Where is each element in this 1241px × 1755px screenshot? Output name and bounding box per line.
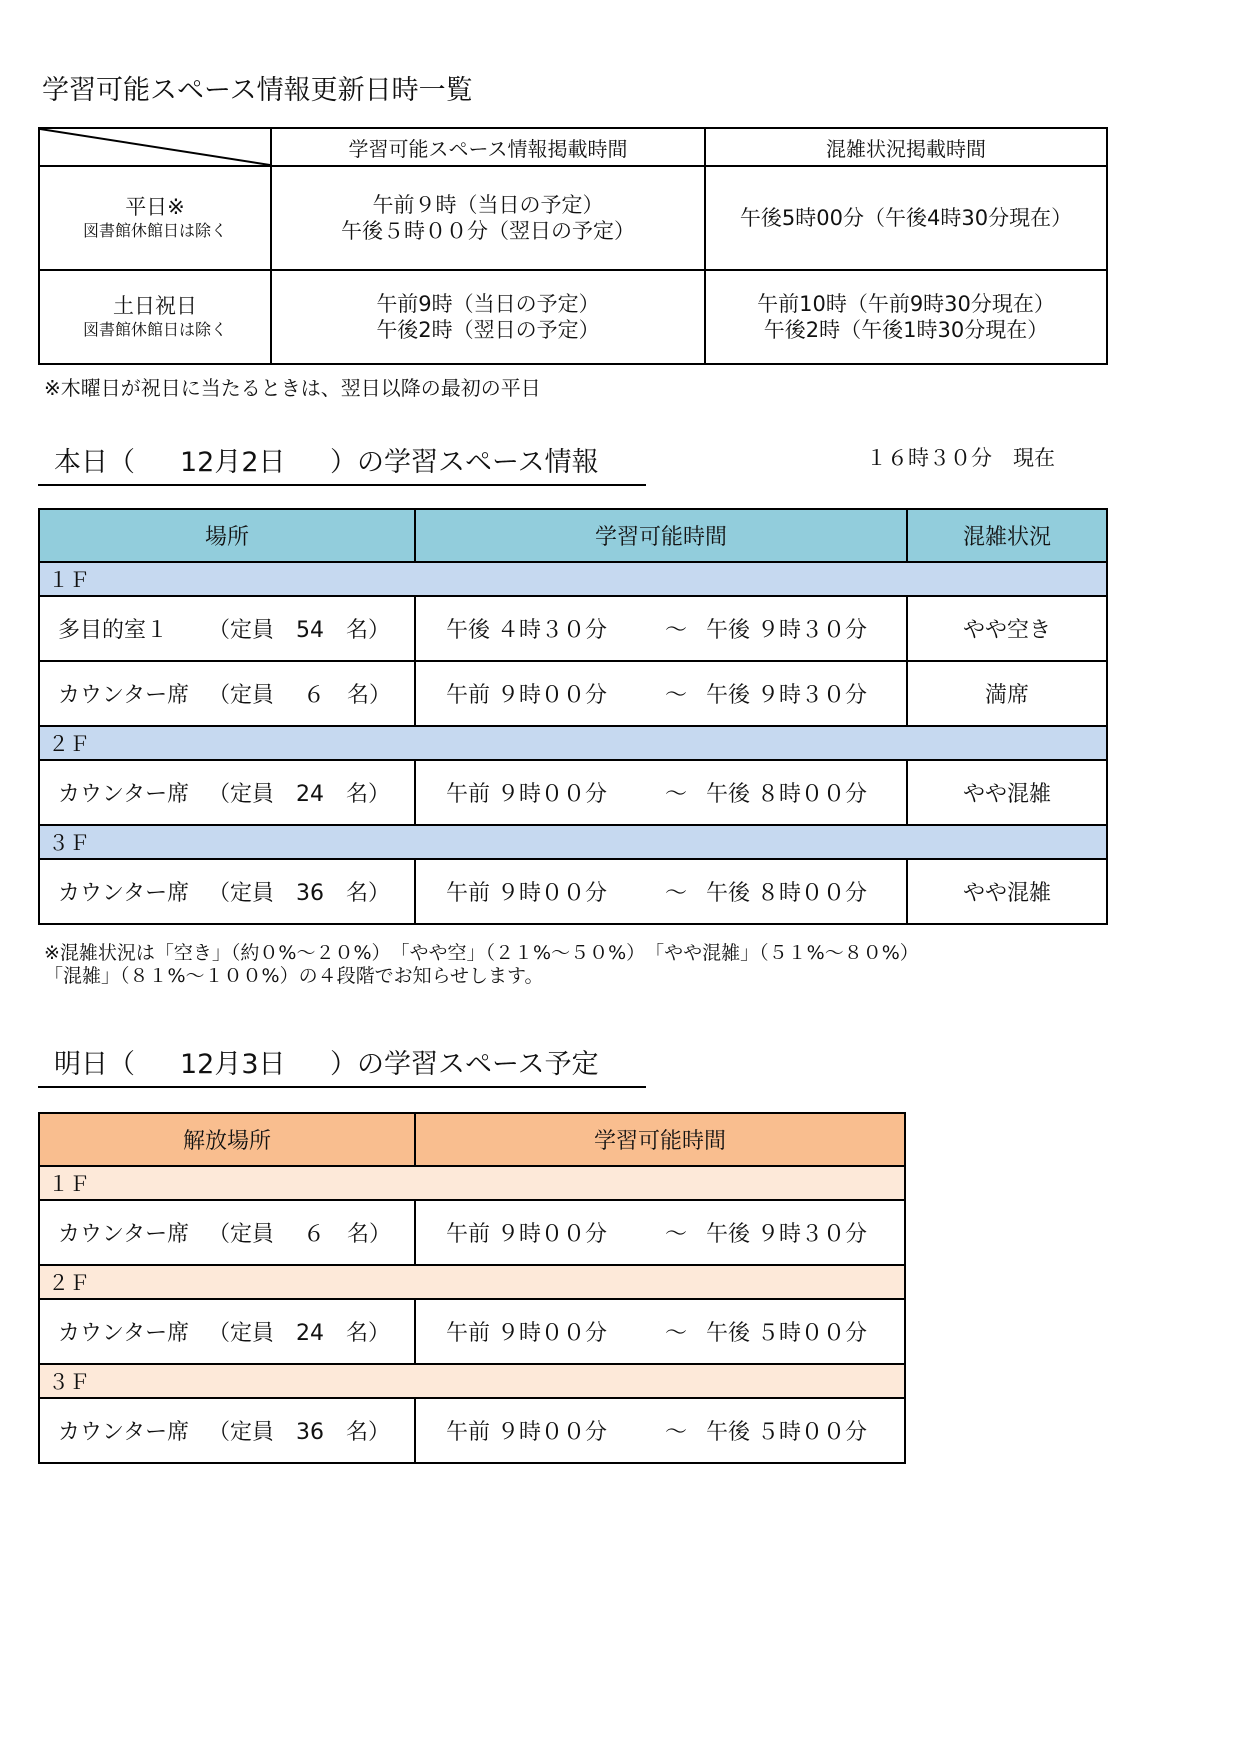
schedule-row-holiday bbox=[39, 270, 1107, 364]
congestion-note bbox=[44, 942, 919, 988]
status-cell: やや空き bbox=[907, 596, 1107, 661]
end-time: 午後 ８時００分 bbox=[706, 881, 867, 906]
header-congestion: 混雑状況 bbox=[907, 509, 1107, 562]
time-cell bbox=[415, 1299, 905, 1364]
place-name: カウンター席 bbox=[58, 1222, 190, 1247]
row-label-cell bbox=[39, 166, 271, 270]
congestion-times-cell bbox=[705, 166, 1107, 270]
place-cell bbox=[39, 1299, 415, 1364]
tilde: ～ bbox=[664, 1420, 687, 1445]
tomorrow-title-suffix: ）の学習スペース予定 bbox=[330, 1049, 599, 1080]
tomorrow-title-underline bbox=[38, 1086, 646, 1088]
capacity: （定員 ６ 名） bbox=[208, 683, 391, 708]
tilde: ～ bbox=[664, 782, 687, 807]
floor-label: ２Ｆ bbox=[39, 1265, 905, 1299]
capacity: （定員 54 名） bbox=[208, 618, 390, 643]
space-time-line: 午前9時（当日の予定） bbox=[376, 292, 600, 316]
page-title: 学習可能スペース情報更新日時一覧 bbox=[42, 75, 473, 106]
status-cell: やや混雑 bbox=[907, 760, 1107, 825]
row-label: 平日※ bbox=[125, 195, 185, 219]
row-sublabel: 図書館休館日は除く bbox=[82, 221, 227, 240]
header-space-time: 学習可能スペース情報掲載時間 bbox=[271, 128, 705, 166]
capacity: （定員 36 名） bbox=[208, 881, 390, 906]
schedule-row-weekday bbox=[39, 166, 1107, 270]
end-time: 午後 ９時３０分 bbox=[706, 1222, 867, 1247]
today-title-prefix: 本日（ bbox=[54, 447, 135, 478]
tomorrow-date: 12月3日 bbox=[180, 1049, 286, 1080]
tilde: ～ bbox=[664, 618, 687, 643]
place-name: カウンター席 bbox=[58, 1321, 190, 1346]
place-cell bbox=[39, 859, 415, 924]
congestion-time-line: 午後2時（午後1時30分現在） bbox=[763, 318, 1049, 342]
start-time: 午前 ９時００分 bbox=[446, 1321, 607, 1346]
table-row bbox=[39, 661, 1107, 726]
start-time: 午前 ９時００分 bbox=[446, 1420, 607, 1445]
floor-label: １Ｆ bbox=[39, 1166, 905, 1200]
capacity: （定員 24 名） bbox=[208, 1321, 390, 1346]
floor-label: ３Ｆ bbox=[39, 1364, 905, 1398]
time-cell bbox=[415, 661, 907, 726]
time-cell bbox=[415, 1200, 905, 1265]
header-available-time: 学習可能時間 bbox=[415, 1113, 905, 1166]
table-row bbox=[39, 596, 1107, 661]
start-time: 午前 ９時００分 bbox=[446, 782, 607, 807]
update-schedule-table bbox=[38, 127, 1108, 365]
row-sublabel: 図書館休館日は除く bbox=[82, 320, 227, 339]
tilde: ～ bbox=[664, 683, 687, 708]
place-cell bbox=[39, 760, 415, 825]
tilde: ～ bbox=[664, 1222, 687, 1247]
place-name: 多目的室１ bbox=[58, 618, 169, 643]
table-row bbox=[39, 1398, 905, 1463]
start-time: 午後 ４時３０分 bbox=[446, 618, 607, 643]
time-cell bbox=[415, 760, 907, 825]
time-cell bbox=[415, 1398, 905, 1463]
start-time: 午前 ９時００分 bbox=[446, 683, 607, 708]
congestion-note-line: 「混雑」（８１%～１００%）の４段階でお知らせします。 bbox=[44, 965, 544, 987]
start-time: 午前 ９時００分 bbox=[446, 881, 607, 906]
place-cell bbox=[39, 1200, 415, 1265]
floor-label: ２Ｆ bbox=[39, 726, 1107, 760]
place-name: カウンター席 bbox=[58, 782, 190, 807]
end-time: 午後 ５時００分 bbox=[706, 1420, 867, 1445]
time-cell bbox=[415, 859, 907, 924]
table-row bbox=[39, 859, 1107, 924]
tilde: ～ bbox=[664, 881, 687, 906]
table-row bbox=[39, 760, 1107, 825]
capacity: （定員 ６ 名） bbox=[208, 1222, 391, 1247]
today-title-underline bbox=[38, 484, 646, 486]
space-time-line: 午後５時００分（翌日の予定） bbox=[341, 219, 635, 243]
end-time: 午後 ５時００分 bbox=[706, 1321, 867, 1346]
today-as-of: １６時３０分 現在 bbox=[866, 446, 1055, 470]
status-cell: 満席 bbox=[907, 661, 1107, 726]
congestion-note-line: ※混雑状況は「空き」（約０%～２０%） 「やや空」（２１%～５０%） 「やや混雑」（５１%～８０%） bbox=[44, 942, 919, 964]
place-cell bbox=[39, 596, 415, 661]
space-times-cell bbox=[271, 166, 705, 270]
table-row bbox=[39, 1200, 905, 1265]
capacity: （定員 36 名） bbox=[208, 1420, 390, 1445]
end-time: 午後 ９時３０分 bbox=[706, 618, 867, 643]
header-congestion-time: 混雑状況掲載時間 bbox=[705, 128, 1107, 166]
header-place: 場所 bbox=[39, 509, 415, 562]
place-name: カウンター席 bbox=[58, 1420, 190, 1445]
diagonal-line bbox=[40, 129, 270, 165]
floor-label: ３Ｆ bbox=[39, 825, 1107, 859]
space-time-line: 午後2時（翌日の予定） bbox=[376, 318, 600, 342]
place-cell bbox=[39, 1398, 415, 1463]
place-name: カウンター席 bbox=[58, 881, 190, 906]
time-cell bbox=[415, 596, 907, 661]
status-cell: やや混雑 bbox=[907, 859, 1107, 924]
place-name: カウンター席 bbox=[58, 683, 190, 708]
tomorrow-space-table bbox=[38, 1112, 906, 1464]
header-open-place: 解放場所 bbox=[39, 1113, 415, 1166]
end-time: 午後 ８時００分 bbox=[706, 782, 867, 807]
congestion-time-line: 午後5時00分（午後4時30分現在） bbox=[739, 206, 1073, 230]
congestion-times-cell bbox=[705, 270, 1107, 364]
space-time-line: 午前９時（当日の予定） bbox=[372, 193, 604, 217]
header-available-time: 学習可能時間 bbox=[415, 509, 907, 562]
capacity: （定員 24 名） bbox=[208, 782, 390, 807]
tilde: ～ bbox=[664, 1321, 687, 1346]
today-title-suffix: ）の学習スペース情報 bbox=[330, 447, 599, 478]
tomorrow-title-prefix: 明日（ bbox=[54, 1049, 135, 1080]
row-label-cell bbox=[39, 270, 271, 364]
place-cell bbox=[39, 661, 415, 726]
schedule-note: ※木曜日が祝日に当たるときは、翌日以降の最初の平日 bbox=[44, 376, 541, 400]
table-row bbox=[39, 1299, 905, 1364]
today-date: 12月2日 bbox=[180, 447, 286, 478]
congestion-time-line: 午前10時（午前9時30分現在） bbox=[757, 292, 1055, 316]
start-time: 午前 ９時００分 bbox=[446, 1222, 607, 1247]
today-space-table bbox=[38, 508, 1108, 925]
space-times-cell bbox=[271, 270, 705, 364]
row-label: 土日祝日 bbox=[113, 294, 197, 318]
diagonal-header-cell bbox=[39, 128, 271, 166]
floor-label: １Ｆ bbox=[39, 562, 1107, 596]
end-time: 午後 ９時３０分 bbox=[706, 683, 867, 708]
